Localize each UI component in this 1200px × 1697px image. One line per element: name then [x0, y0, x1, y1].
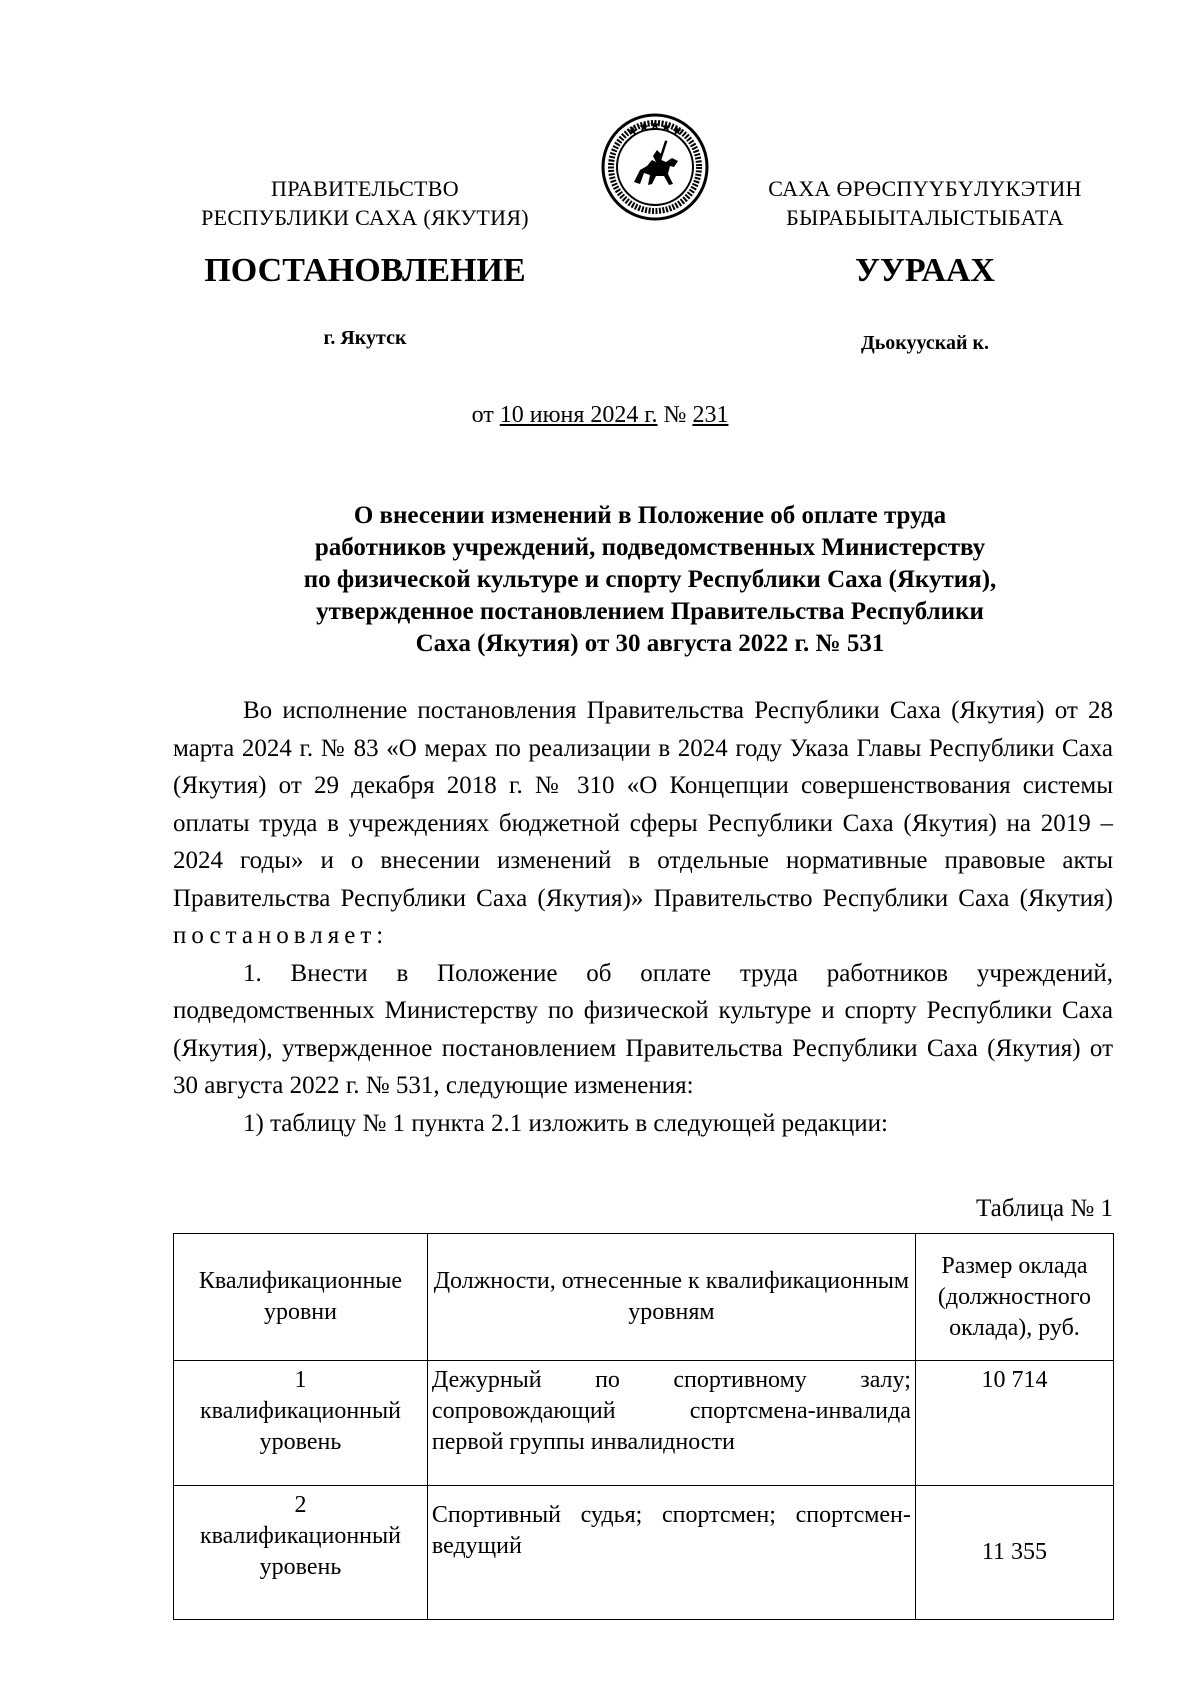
positions-cell: Спортивный судья; спортсмен; спортсмен-ведущий — [427, 1486, 915, 1620]
qualification-level-cell — [174, 1361, 428, 1486]
subject-line: О внесении изменений в Положение об оплате труда — [353, 502, 947, 529]
level-number: 2 — [294, 1492, 307, 1518]
document-body — [173, 692, 1113, 1142]
government-name-ru — [175, 174, 555, 232]
body-paragraph-item1: 1. Внести в Положение об оплате труда работников учреждений, подведомственных Министерству по физической культуре и спорту Республики Саха (Якутия), утвержденное постановлением Правительства Республики Саха (Якутия) от 30 августа 2022 г. № 531, следующие изменения: — [173, 959, 1113, 1099]
table-header-cell: Должности, отнесенные к квалификационным уровням — [427, 1234, 915, 1361]
government-name-ru-line1: ПРАВИТЕЛЬСТВО — [271, 176, 459, 201]
doc-type-sah: УУРААХ — [855, 252, 995, 289]
qualification-level-cell — [174, 1486, 428, 1620]
salary-cell: 10 714 — [915, 1361, 1113, 1486]
resolve-word: постановляет: — [173, 922, 389, 949]
city-ru: г. Якутск — [323, 327, 407, 349]
body-paragraph-preamble — [173, 692, 1113, 955]
subject-line: Саха (Якутия) от 30 августа 2022 г. № 531 — [415, 630, 885, 657]
government-name-sah — [740, 174, 1110, 232]
document-number: 231 — [692, 402, 729, 428]
government-name-sah-line2: БЫРАБЫЫТАЛЫСТЫБАТА — [786, 205, 1064, 230]
table-caption: Таблица № 1 — [975, 1195, 1113, 1222]
document-date: 10 июня 2024 г. — [499, 402, 658, 428]
republic-emblem-icon — [600, 112, 710, 222]
level-tail: уровень — [259, 1554, 342, 1580]
date-number-line — [0, 402, 1200, 429]
positions-cell: Дежурный по спортивному залу; сопровождающий спортсмена-инвалида первой группы инвалидности — [427, 1361, 915, 1486]
level-number: 1 — [294, 1367, 307, 1393]
table-header-cell: Размер оклада (должностного оклада), руб. — [915, 1234, 1113, 1361]
table-row — [174, 1361, 1114, 1486]
table-header-row — [174, 1234, 1114, 1361]
subject-line: утвержденное постановлением Правительства Республики — [316, 598, 984, 625]
subject-line: по физической культуре и спорту Республики Саха (Якутия), — [303, 566, 997, 593]
subject-line: работников учреждений, подведомственных Министерству — [314, 534, 986, 561]
table-header-cell: Квалификационные уровни — [174, 1234, 428, 1361]
salary-cell: 11 355 — [915, 1486, 1113, 1620]
date-prefix: от — [471, 402, 494, 428]
salary-table — [173, 1233, 1114, 1620]
government-name-ru-line2: РЕСПУБЛИКИ САХА (ЯКУТИЯ) — [201, 205, 529, 230]
level-word: квалификационный — [199, 1398, 401, 1424]
government-name-sah-line1: САХА ӨРӨСПҮҮБҮЛҮКЭТИН — [768, 176, 1082, 201]
number-sign: № — [663, 402, 687, 428]
city-sah: Дьокуускай к. — [860, 332, 990, 354]
document-subject — [200, 500, 1100, 660]
doc-type-ru: ПОСТАНОВЛЕНИЕ — [204, 252, 526, 289]
preamble-text: Во исполнение постановления Правительства Республики Саха (Якутия) от 28 марта 2024 г. № 83 «О мерах по реализации в 2024 году Указа Главы Республики Саха (Якутия) от 29 декабря 2018 г. № 310 «О Концепции совершенствования системы оплаты труда в учреждениях бюджетной сферы Республики Саха (Якутия) на 2019 – 2024 годы» и о внесении изменений в отдельные нормативные правовые акты Правительства Республики Саха (Якутия)» Правительство Республики Саха (Якутия) — [173, 697, 1113, 912]
level-word: квалификационный — [199, 1523, 401, 1549]
level-tail: уровень — [259, 1429, 342, 1455]
table-row — [174, 1486, 1114, 1620]
body-paragraph-subitem1: 1) таблицу № 1 пункта 2.1 изложить в следующей редакции: — [243, 1109, 888, 1137]
